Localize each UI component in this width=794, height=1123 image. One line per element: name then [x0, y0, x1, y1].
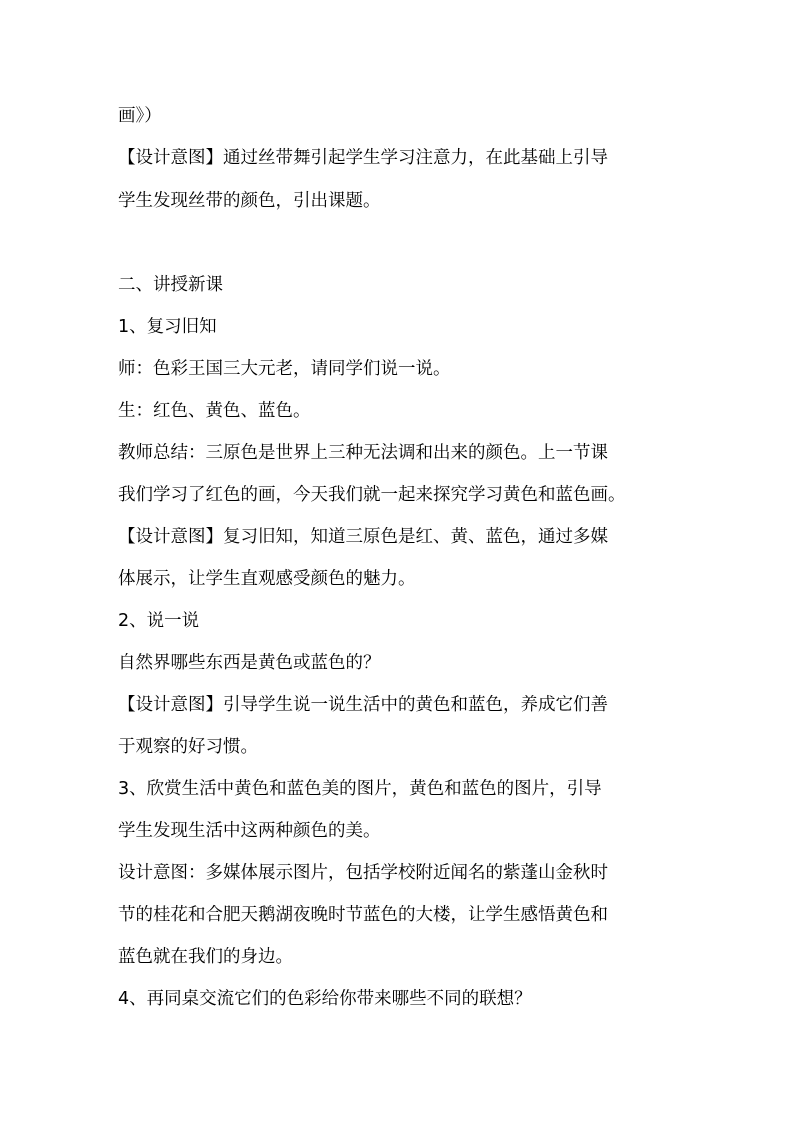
teacher-summary-paragraph: 教师总结：三原色是世界上三种无法调和出来的颜色。上一节课 [118, 443, 608, 463]
subsection-paragraph: 3、欣赏生活中黄色和蓝色美的图片，黄色和蓝色的图片，引导 [118, 779, 602, 799]
design-intent-paragraph: 【设计意图】引导学生说一说生活中的黄色和蓝色，养成它们善 [118, 695, 608, 715]
text-line: 节的桂花和合肥天鹅湖夜晚时节蓝色的大楼，让学生感悟黄色和 [118, 905, 608, 925]
design-intent-paragraph: 【设计意图】复习旧知，知道三原色是红、黄、蓝色，通过多媒 [118, 527, 608, 547]
text-line: 于观察的好习惯。 [118, 737, 258, 757]
section-heading: 二、讲授新课 [118, 275, 223, 295]
text-line: 我们学习了红色的画，今天我们就一起来探究学习黄色和蓝色画。 [118, 485, 626, 505]
text-line: 体展示，让学生直观感受颜色的魅力。 [118, 569, 416, 589]
subsection-heading: 1、复习旧知 [118, 317, 217, 337]
text-line: 学生发现生活中这两种颜色的美。 [118, 821, 381, 841]
design-intent-paragraph: 【设计意图】通过丝带舞引起学生学习注意力，在此基础上引导 [118, 148, 608, 168]
student-line: 生：红色、黄色、蓝色。 [118, 401, 311, 421]
question-line: 自然界哪些东西是黄色或蓝色的？ [118, 653, 381, 673]
teacher-line: 师：色彩王国三大元老，请同学们说一说。 [118, 359, 451, 379]
text-line: 学生发现丝带的颜色，引出课题。 [118, 191, 381, 211]
subsection-heading: 2、说一说 [118, 611, 200, 631]
text-line: 蓝色就在我们的身边。 [118, 947, 293, 967]
text-line: 画》） [118, 106, 162, 126]
design-intent-paragraph: 设计意图：多媒体展示图片，包括学校附近闻名的紫蓬山金秋时 [118, 863, 608, 883]
subsection-heading: 4、再同桌交流它们的色彩给你带来哪些不同的联想？ [118, 989, 532, 1009]
